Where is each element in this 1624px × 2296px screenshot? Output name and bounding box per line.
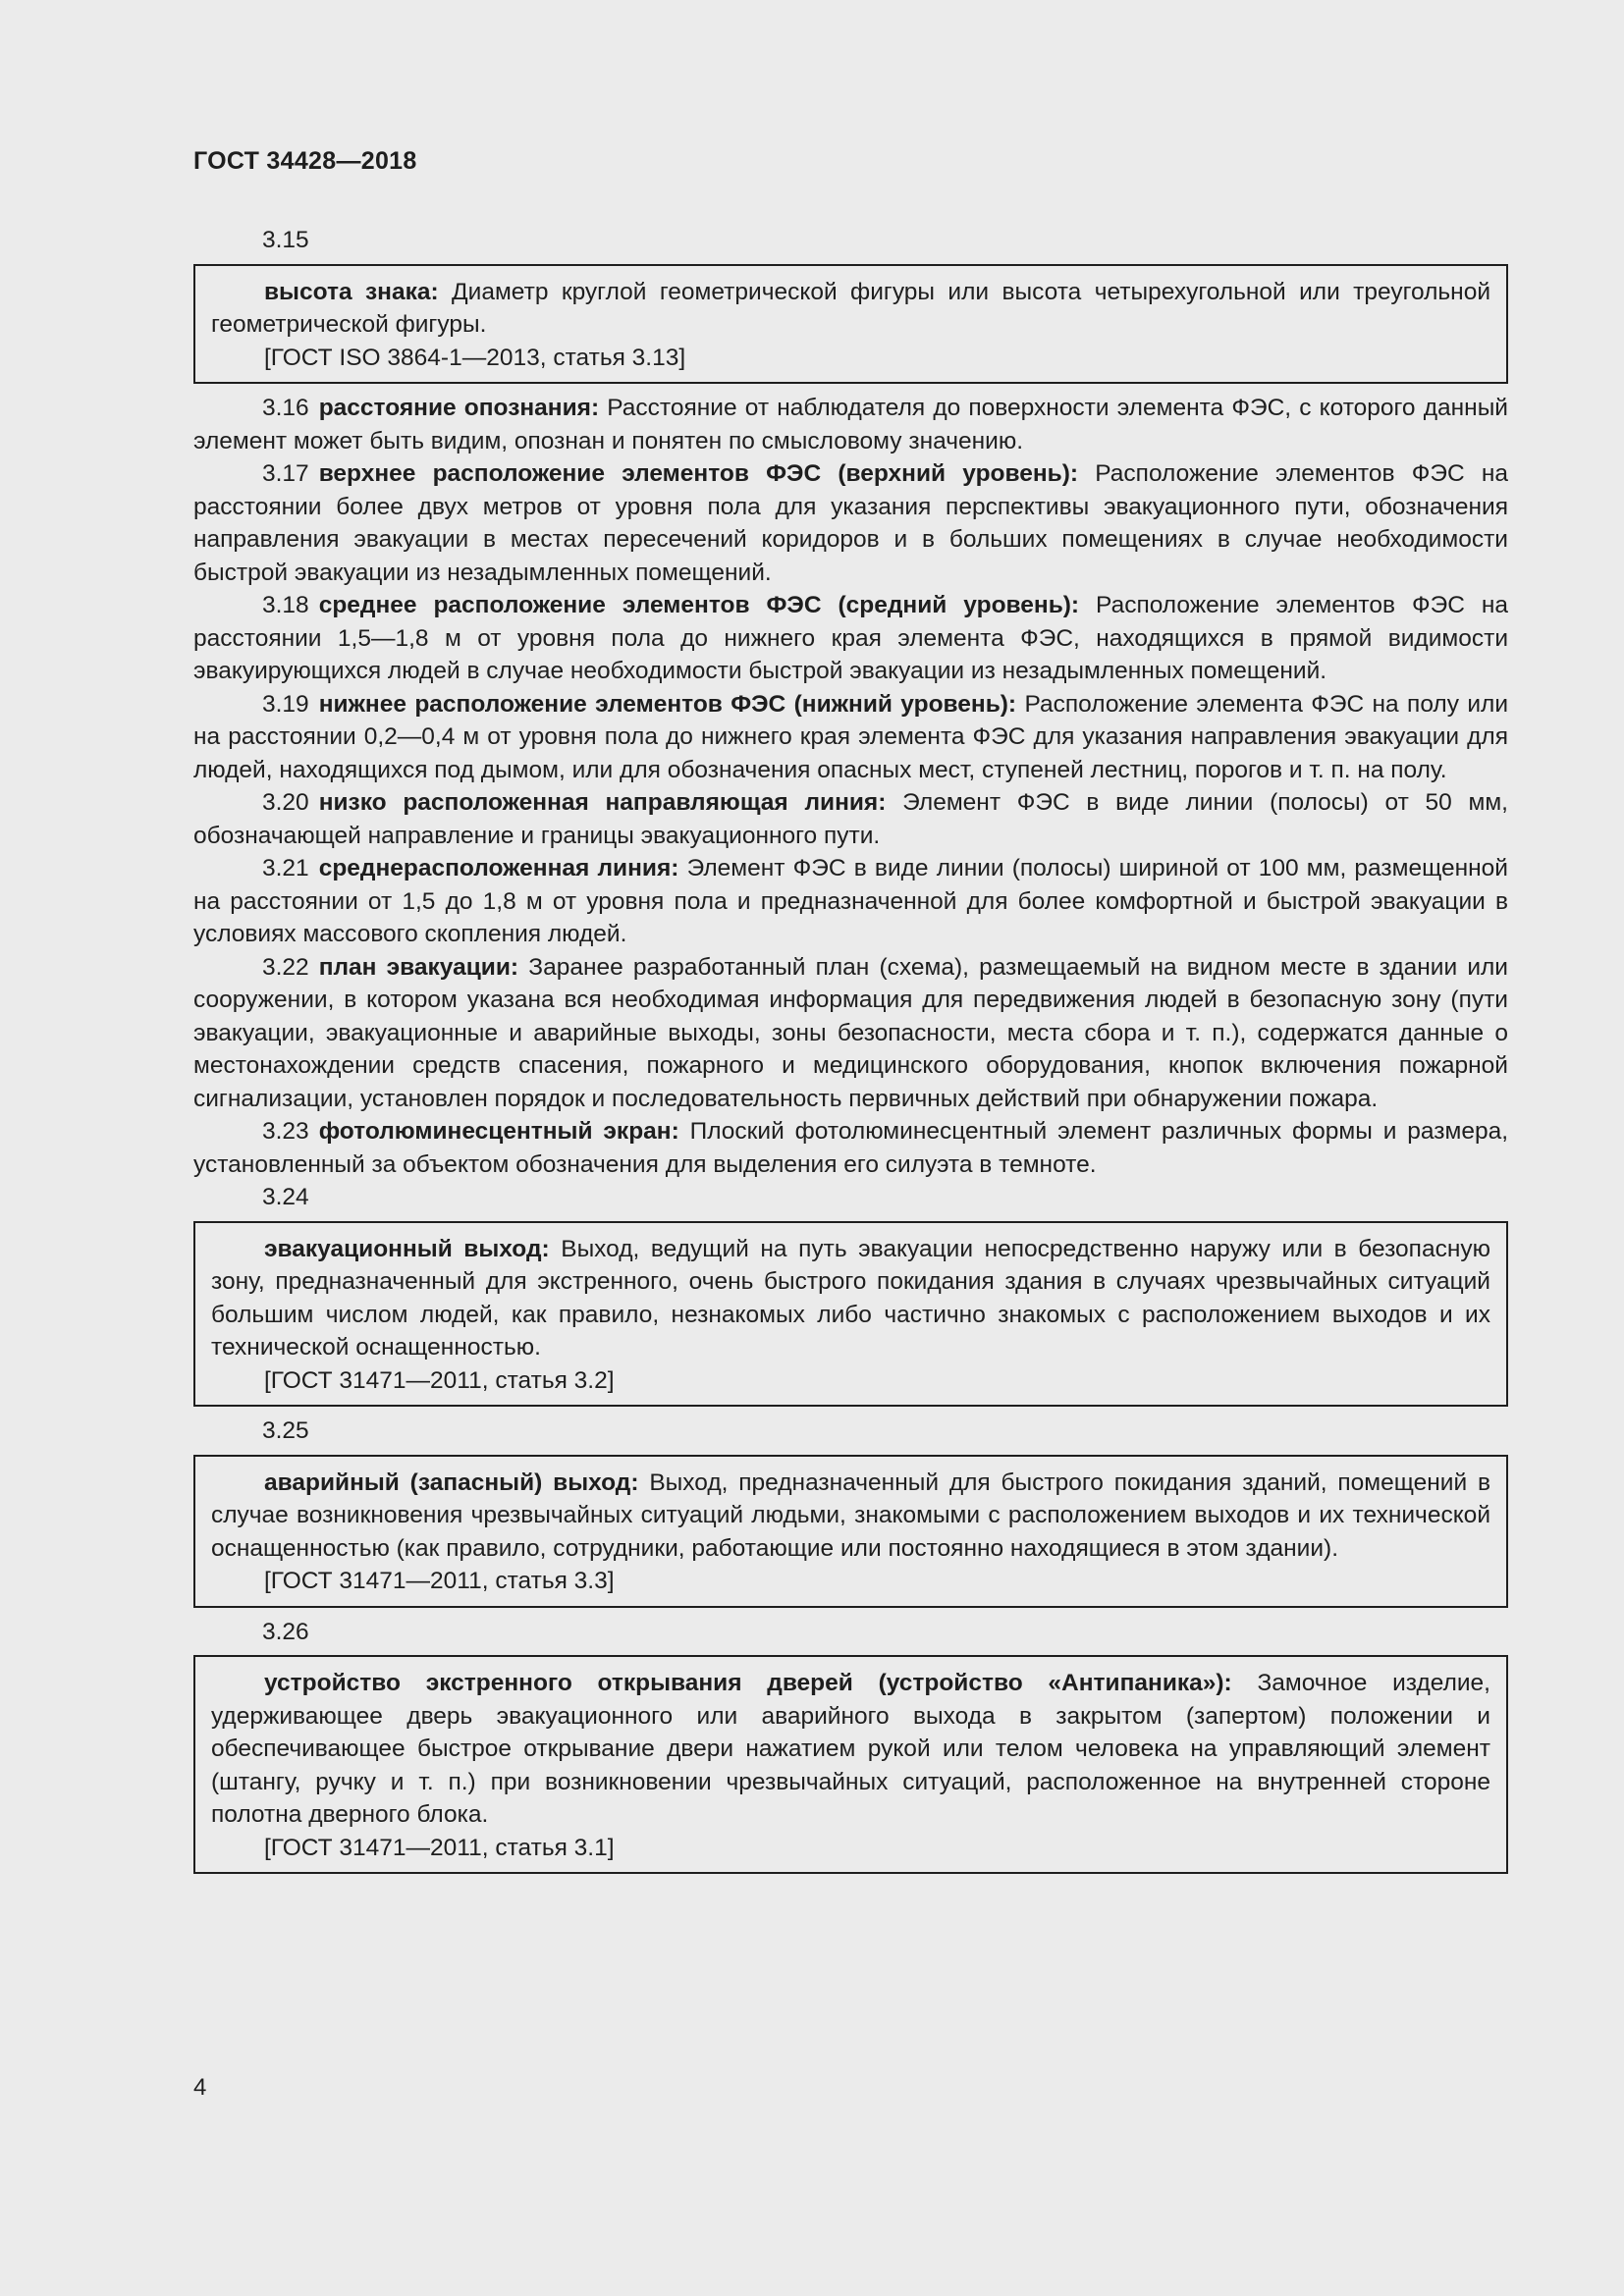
term-number-3-25: 3.25 [262,1417,309,1444]
term-definition-3-25 [211,1467,1490,1566]
term-reference-3-24: [ГОСТ 31471—2011, статья 3.2] [264,1366,615,1394]
term-number: 3.21 [262,855,309,881]
term-text: Расположение элементов ФЭС на расстоянии 1,5—1,8 м от уровня пола до нижнего края элемента ФЭС, находящихся в прямой видимости эвакуирующихся людей в случае необходимости быстрой эвакуации из незадымленных помещений. [193,592,1509,684]
term-box-3-15 [193,264,1508,385]
term-name: высота знака: [264,278,439,305]
term-text: Расположение элемента ФЭС на полу или на расстоянии 0,2—0,4 м от уровня пола до нижнего края элемента ФЭС для указания направления эвакуации для людей, находящихся под дымом, или для обозначения опасных мест, ступеней лестниц, порогов и т. п. на полу. [193,690,1509,783]
term-name: фотолюминесцентный экран: [318,1118,679,1145]
term-name: среднее расположение элементов ФЭС (средний уровень): [318,592,1080,618]
term-name: нижнее расположение элементов ФЭС (нижний уровень): [318,690,1017,718]
term-3-18 [193,589,1508,688]
term-text: Заранее разработанный план (схема), размещаемый на видном месте в здании или сооружении, в котором указана вся необходимая информация для передвижения людей в безопасную зону (пути эвакуации, эвакуационные и аварийные выходы, зоны безопасности, места сбора и т. п.), содержатся данные о местонахождении средств спасения, пожарного и медицинского оборудования, кнопок включения пожарной сигнализации, установлен порядок и последовательность первичных действий при обнаружении пожара. [193,953,1508,1112]
term-number-3-15: 3.15 [262,227,309,253]
term-number: 3.16 [262,395,309,421]
term-text: Элемент ФЭС в виде линии (полосы) шириной от 100 мм, размещенной на расстоянии от 1,5 до 1,8 м от уровня пола и предназначенной для более комфортной и быстрой эвакуации в условиях массового скопления людей. [193,855,1508,947]
term-number-3-24: 3.24 [262,1184,309,1210]
term-text: Замочное изделие, удерживающее дверь эвакуационного или аварийного выхода в закрытом (запертом) положении и обеспечивающее быстрое открывание двери нажатием рукой или телом человека на управляющий элемент (штангу, ручку и т. п.) при возникновении чрезвычайных ситуаций, расположенное на внутренней стороне полотна дверного блока. [211,1670,1490,1828]
term-box-3-26 [193,1655,1508,1874]
term-text: Расположение элементов ФЭС на расстоянии более двух метров от уровня пола для указания перспективы эвакуационного пути, обозначения направления эвакуации в местах пересечений коридоров и в больших помещениях в случае необходимости быстрой эвакуации из незадымленных помещений. [193,460,1508,586]
term-text: Выход, ведущий на путь эвакуации непосредственно наружу или в безопасную зону, предназначенный для экстренного, очень быстрого покидания здания в случаях чрезвычайных ситуаций большим числом людей, как правило, незнакомых либо частично знакомых с расположением выходов и их технической оснащенностью. [211,1235,1490,1361]
term-box-3-25 [193,1455,1508,1608]
term-name: эвакуационный выход: [264,1235,550,1262]
term-3-21 [193,852,1508,951]
term-number: 3.19 [262,690,309,718]
page-number: 4 [193,2074,207,2101]
document-code-header: ГОСТ 34428—2018 [193,147,417,175]
terms-content [193,224,1508,1882]
term-box-3-24 [193,1221,1508,1408]
term-name: расстояние опознания: [318,395,600,421]
term-3-20 [193,786,1508,852]
term-text: Диаметр круглой геометрической фигуры или высота четырехугольной или треугольной геометрической фигуры. [211,278,1491,338]
term-3-16 [193,392,1508,457]
term-reference-3-25: [ГОСТ 31471—2011, статья 3.3] [264,1568,615,1594]
term-number: 3.22 [262,953,309,981]
term-name: среднерасположенная линия: [318,855,679,881]
term-definition-3-24 [211,1233,1490,1364]
term-reference-3-26: [ГОСТ 31471—2011, статья 3.1] [264,1834,615,1861]
term-number-3-26: 3.26 [262,1618,309,1645]
term-name: верхнее расположение элементов ФЭС (верхний уровень): [318,460,1079,487]
term-number: 3.20 [262,789,309,816]
term-3-23 [193,1115,1508,1181]
term-text: Выход, предназначенный для быстрого покидания зданий, помещений в случае возникновения чрезвычайных ситуаций людьми, знакомыми с расположением выходов и их технической оснащенностью (как правило, сотрудники, работающие или постоянно находящиеся в этом здании). [211,1468,1491,1562]
term-name: низко расположенная направляющая линия: [318,789,887,816]
term-name: план эвакуации: [318,953,519,981]
term-definition-3-15 [211,276,1490,342]
term-3-17 [193,457,1508,589]
term-3-19 [193,688,1508,787]
term-reference-3-15: [ГОСТ ISO 3864-1—2013, статья 3.13] [264,344,686,371]
term-text: Элемент ФЭС в виде линии (полосы) от 50 мм, обозначающей направление и границы эвакуационного пути. [193,789,1508,849]
term-text: Расстояние от наблюдателя до поверхности элемента ФЭС, с которого данный элемент может быть видим, опознан и понятен по смысловому значению. [193,395,1508,454]
term-number: 3.23 [262,1118,309,1145]
term-definition-3-26 [211,1667,1490,1832]
term-number: 3.18 [262,592,309,618]
term-3-22 [193,951,1508,1116]
term-number: 3.17 [262,460,309,487]
term-name: аварийный (запасный) выход: [264,1468,639,1496]
term-name: устройство экстренного открывания дверей (устройство «Антипаника»): [264,1670,1232,1696]
term-text: Плоский фотолюминесцентный элемент различных формы и размера, установленный за объектом обозначения для выделения его силуэта в темноте. [193,1118,1509,1178]
